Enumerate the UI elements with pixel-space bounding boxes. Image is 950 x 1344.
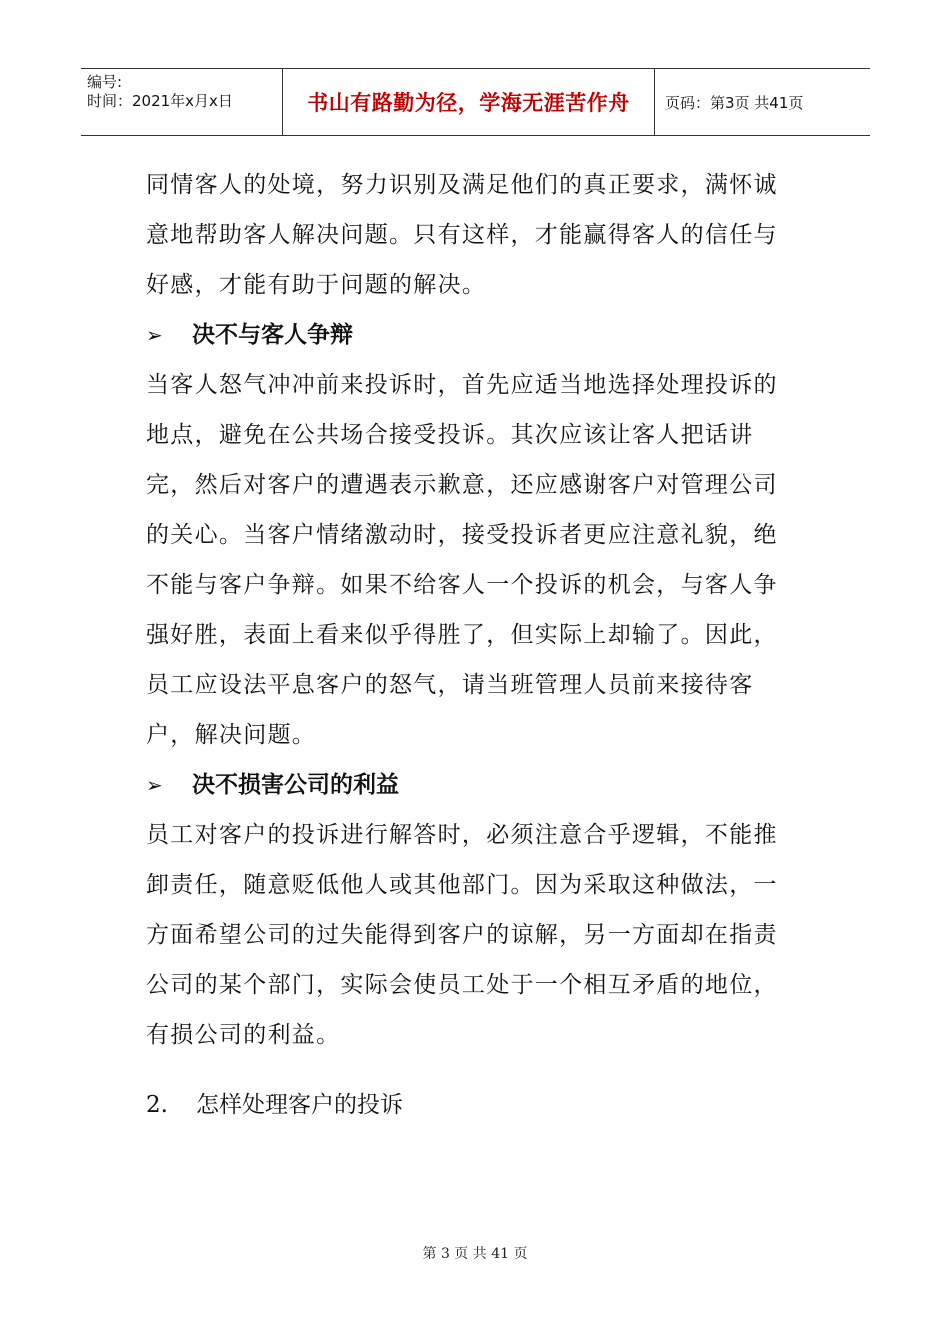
document-body: [146, 160, 796, 1130]
page-footer: 第 3 页 共 41 页: [422, 1246, 528, 1262]
document-time-label: 时间：2021年x月x日: [87, 92, 233, 110]
section-title: 怎样处理客户的投诉: [196, 1092, 403, 1118]
paragraph: 员工对客户的投诉进行解答时，必须注意合乎逻辑，不能推卸责任，随意贬低他人或其他部门。因为采取这种做法，一方面希望公司的过失能得到客户的谅解，另一方面却在指责公司的某个部门，实际会使员工处于一个相互矛盾的地位，有损公司的利益。: [146, 822, 778, 1048]
section-number: 2.: [146, 1092, 168, 1118]
header-meta: [81, 69, 283, 135]
page-header: [81, 68, 870, 136]
paragraph: 同情客人的处境，努力识别及满足他们的真正要求，满怀诚意地帮助客人解决问题。只有这样，才能赢得客人的信任与好感，才能有助于问题的解决。: [146, 172, 778, 298]
header-motto: 书山有路勤为径，学海无涯苦作舟: [283, 69, 655, 135]
document-number-label: 编号:: [87, 73, 123, 91]
arrow-bullet-icon: ➢: [146, 773, 163, 797]
bullet-heading: [146, 310, 796, 360]
arrow-bullet-icon: ➢: [146, 323, 163, 347]
bullet-heading-text: 决不损害公司的利益: [192, 772, 399, 798]
bullet-heading: [146, 760, 796, 810]
header-page-info: 页码：第3页 共41页: [665, 93, 804, 112]
section-heading: [146, 1080, 796, 1130]
bullet-heading-text: 决不与客人争辩: [192, 322, 353, 348]
paragraph: 当客人怒气冲冲前来投诉时，首先应适当地选择处理投诉的地点，避免在公共场合接受投诉。其次应该让客人把话讲完，然后对客户的遭遇表示歉意，还应感谢客户对管理公司的关心。当客户情绪激动时，接受投诉者更应注意礼貌，绝不能与客户争辩。如果不给客人一个投诉的机会，与客人争强好胜，表面上看来似乎得胜了，但实际上却输了。因此，员工应设法平息客户的怒气，请当班管理人员前来接待客户，解决问题。: [146, 372, 778, 748]
